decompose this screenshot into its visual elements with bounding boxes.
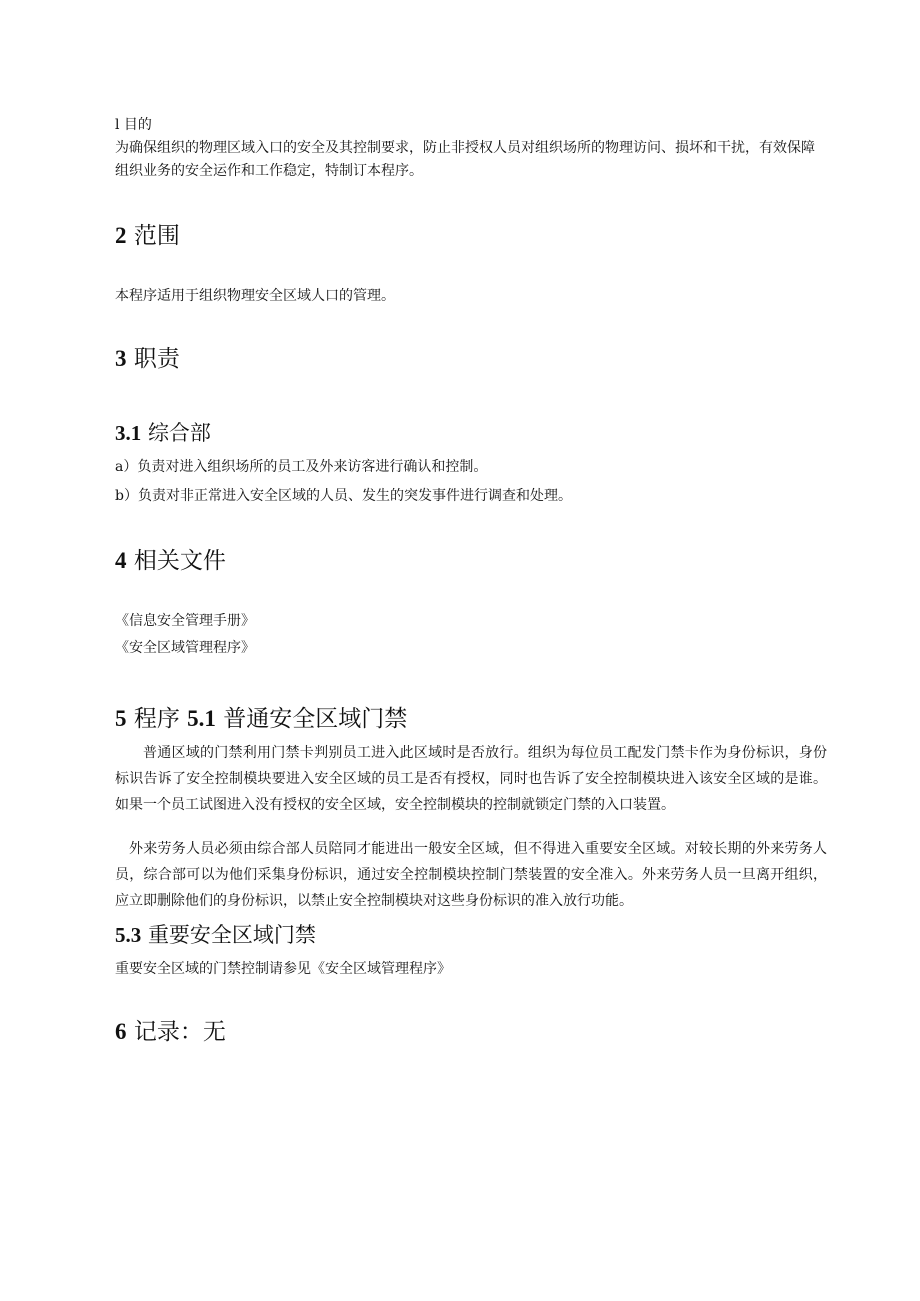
section-6-heading [115,1017,226,1047]
section-5-3-text: 重要安全区域的门禁控制请参见《安全区域管理程序》 [115,961,451,977]
section-6-number: 6 [115,1019,127,1044]
section-5-title: 程序 [133,706,180,732]
section-5-1-title: 普通安全区域门禁 [223,706,408,732]
section-5-heading [115,704,407,734]
section-3-1-number: 3.1 [115,421,142,445]
section-5-1-paragraph-1: 普通区域的门禁利用门禁卡判别员工进入此区域时是否放行。组织为每位员工配发门禁卡作为身份标识，身份标识告诉了安全控制模块要进入安全区域的员工是否有授权，同时也告诉了安全控制模块进入该安全区域的是谁。如果一个员工试图进入没有授权的安全区域，安全控制模块的控制就锁定门禁的入口装置。 [115,745,827,813]
section-5-3-heading [115,921,316,949]
section-2-text: 本程序适用于组织物理安全区域人口的管理。 [115,288,395,304]
section-3-heading [115,344,180,374]
section-6-title: 记录：无 [133,1019,226,1045]
section-3-1-heading [115,419,211,447]
section-5-1-paragraph-2: 外来劳务人员必须由综合部人员陪同才能进出一般安全区域，但不得进入重要安全区域。对较长期的外来劳务人员，综合部可以为他们采集身份标识，通过安全控制模块控制门禁装置的安全准入。外来劳务人员一旦离开组织，应立即删除他们的身份标识，以禁止安全控制模块对这些身份标识的准入放行功能。 [115,841,827,909]
section-3-1-title: 综合部 [147,421,211,445]
section-4-heading [115,546,226,576]
section-5-1-number: 5.1 [187,706,216,731]
section-4-title: 相关文件 [133,548,226,574]
section-2-number: 2 [115,223,127,248]
section-1-heading: l 目的 [115,117,152,133]
section-4-number: 4 [115,548,127,573]
section-1-text: 为确保组织的物理区域入口的安全及其控制要求，防止非授权人员对组织场所的物理访问、损坏和干扰，有效保障组织业务的安全运作和工作稳定，特制订本程序。 [115,140,815,179]
list-item: a）负责对进入组织场所的员工及外来访客进行确认和控制。 [115,459,488,475]
section-2-title: 范围 [133,223,180,249]
list-item: b）负责对非正常进入安全区域的人员、发生的突发事件进行调查和处理。 [115,488,572,504]
related-document: 《安全区域管理程序》 [115,640,255,656]
section-2-heading [115,221,180,251]
section-5-3-number: 5.3 [115,923,142,947]
related-document: 《信息安全管理手册》 [115,613,255,629]
section-3-title: 职责 [133,346,180,372]
section-5-number: 5 [115,706,127,731]
section-3-number: 3 [115,346,127,371]
section-5-3-title: 重要安全区域门禁 [147,923,316,947]
